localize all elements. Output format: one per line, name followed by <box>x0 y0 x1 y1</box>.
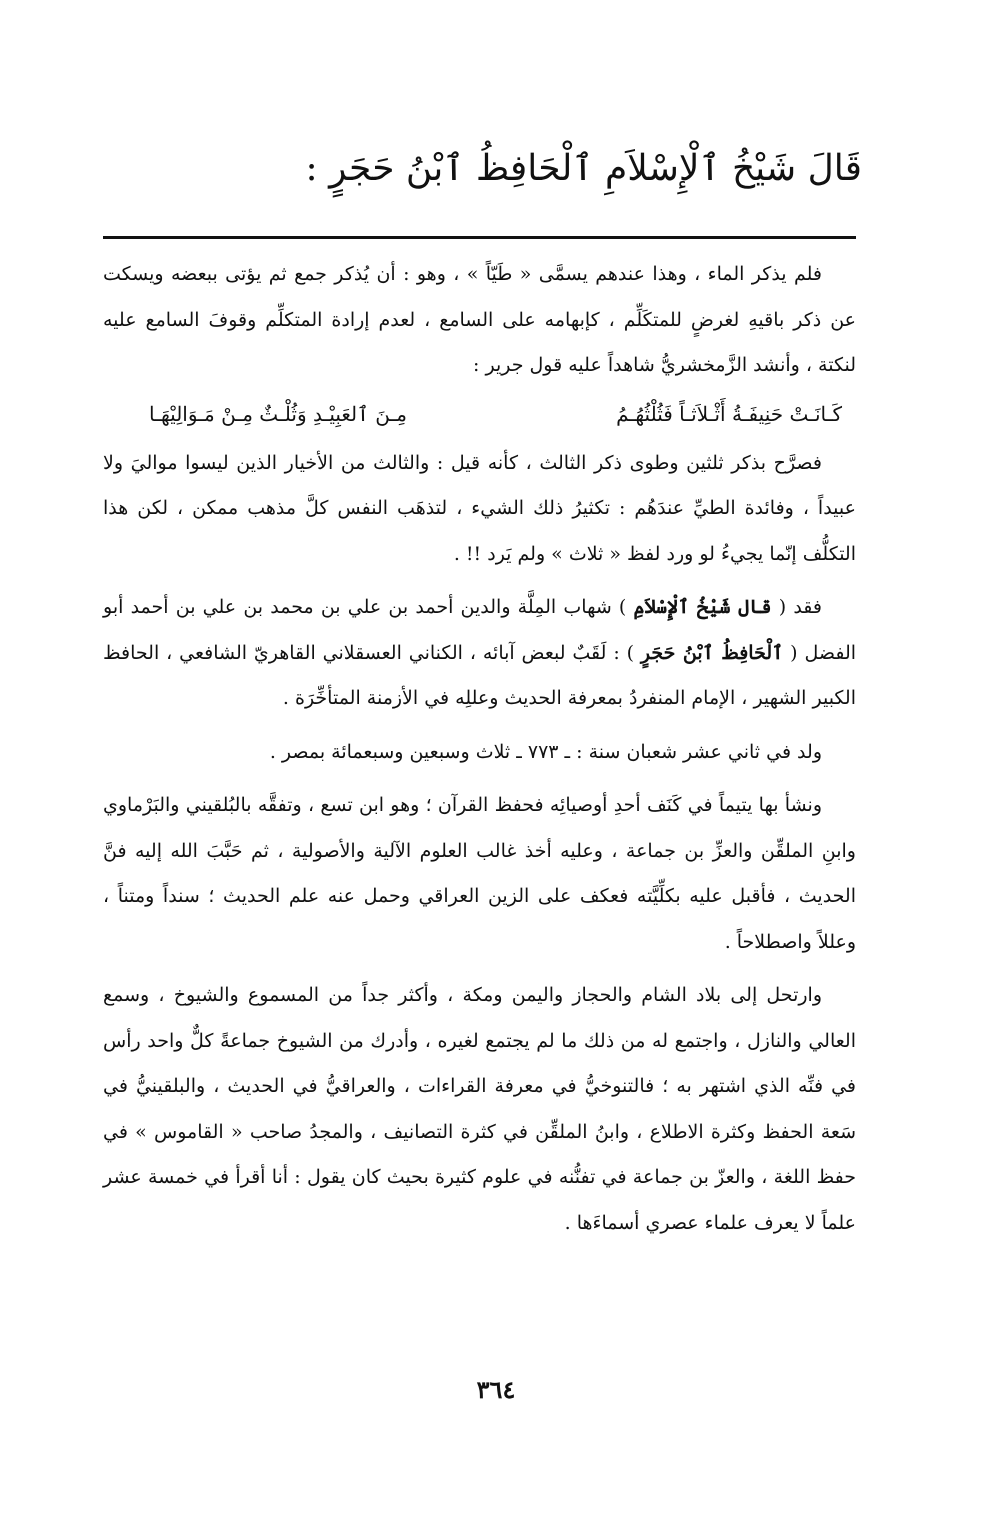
paragraph-3-bold-1: قال شَيْخُ ٱلْإِسْلاَمِ <box>633 596 772 618</box>
verse-second-hemistich: مِـنَ ٱلعَبِيْـدِ وَثُلْـثٌ مِـنْ مَـوَالِيْهَـا <box>149 401 408 426</box>
paragraph-2: فصرَّح بذكر ثلثين وطوى ذكر الثالث ، كأنه قيل : والثالث من الأخيار الذين ليسوا مواليَ ولا عبيداً ، وفائدة الطيِّ عندَهُم : تكثيرُ ذلك الشيء ، لتذهَب النفس كلَّ مذهب ممكن ، لكن هذا التكلُّف إنّما يجيءُ لو ورد لفظ « ثلاث » ولم يَرد !! . <box>103 451 856 565</box>
paragraph-3-part-3: ) : لَقَبٌ لبعض آبائه ، الكناني العسقلاني القاهريّ الشافعي ، الحافظ الكبير الشهير ، الإمام المنفردُ بمعرفة الحديث وعللِه في الأزمنة المتأخِّرَة . <box>103 641 856 709</box>
paragraph-6: وارتحل إلى بلاد الشام والحجاز واليمن ومكة ، وأكثر جداً من المسموع والشيوخ ، وسمع العالي والنازل ، واجتمع له من ذلك ما لم يجتمع لغيره ، وأدرك من الشيوخ جماعةً كلٌّ واحد رأس في فنِّه الذي اشتهر به ؛ فالتنوخيُّ في معرفة القراءات ، والعراقيُّ في الحديث ، والبلقينيُّ في سَعة الحفظ وكثرة الاطلاع ، وابنُ الملقِّن في كثرة التصانيف ، والمجدُ صاحب « القاموس » في حفظ اللغة ، والعزّ بن جماعة في تفنُّنه في علوم كثيرة بحيث كان يقول : أنا أقرأ في خمسة عشر علماً لا يعرف علماء عصري أسماءَها . <box>103 984 856 1234</box>
paragraph-3-bold-2: ٱلْحَافِظُ ٱبْنُ حَجَرٍ <box>640 641 784 664</box>
verse-first-hemistich: كَـانَـتْ حَنِيفَـةُ أَثْـلاَثـاً فَثُلْثُهُـمُ <box>616 401 842 426</box>
poetry-verse <box>103 389 856 439</box>
paragraph-1: فلم يذكر الماء ، وهذا عندهم يسمَّى « طَيّاً » ، وهو : أن يُذكر جمع ثم يؤتى ببعضه ويسكت عن ذكر باقيهِ لغرضٍ للمتكَلِّم ، كإبهامه على السامع ، لعدم إرادة المتكلِّم وقوفَ السامع عليه لنكتة ، وأنشد الزَّمخشريُّ شاهداً عليه قول جرير : <box>103 263 856 376</box>
commentary-body <box>103 252 856 1246</box>
paragraph-3-part-2: ) شهاب المِلَّة والدين أحمد بن علي بن محمد بن علي بن أحمد أبو الفضل ( <box>103 596 857 664</box>
paragraph-3 <box>103 585 856 722</box>
matn-heading: قَالَ شَيْخُ ٱلْإِسْلاَمِ ٱلْحَافِظُ ٱبْنُ حَجَرٍ : <box>305 148 862 189</box>
page-number: ٣٦٤ <box>476 1375 516 1404</box>
paragraph-3-part-1: فقد ( <box>771 596 822 618</box>
separator-rule <box>103 236 856 239</box>
paragraph-5: ونشأ بها يتيماً في كَنَف أحدِ أوصيائِه فحفظ القرآن ؛ وهو ابن تسع ، وتفقَّه بالبُلقيني والبَرْماوي وابنِ الملقِّن والعزِّ بن جماعة ، وعليه أخذ غالب العلوم الآلية والأصولية ، ثم حَبَّبَ الله إليه فنَّ الحديث ، فأقبل عليه بكلِّيَّته فعكف على الزين العراقي وحمل عنه علم الحديث ؛ سنداً ومتناً ، وعللاً واصطلاحاً . <box>103 794 856 953</box>
paragraph-4: ولد في ثاني عشر شعبان سنة : ـ ٧٧٣ ـ ثلاث وسبعين وسبعمائة بمصر . <box>269 740 822 763</box>
